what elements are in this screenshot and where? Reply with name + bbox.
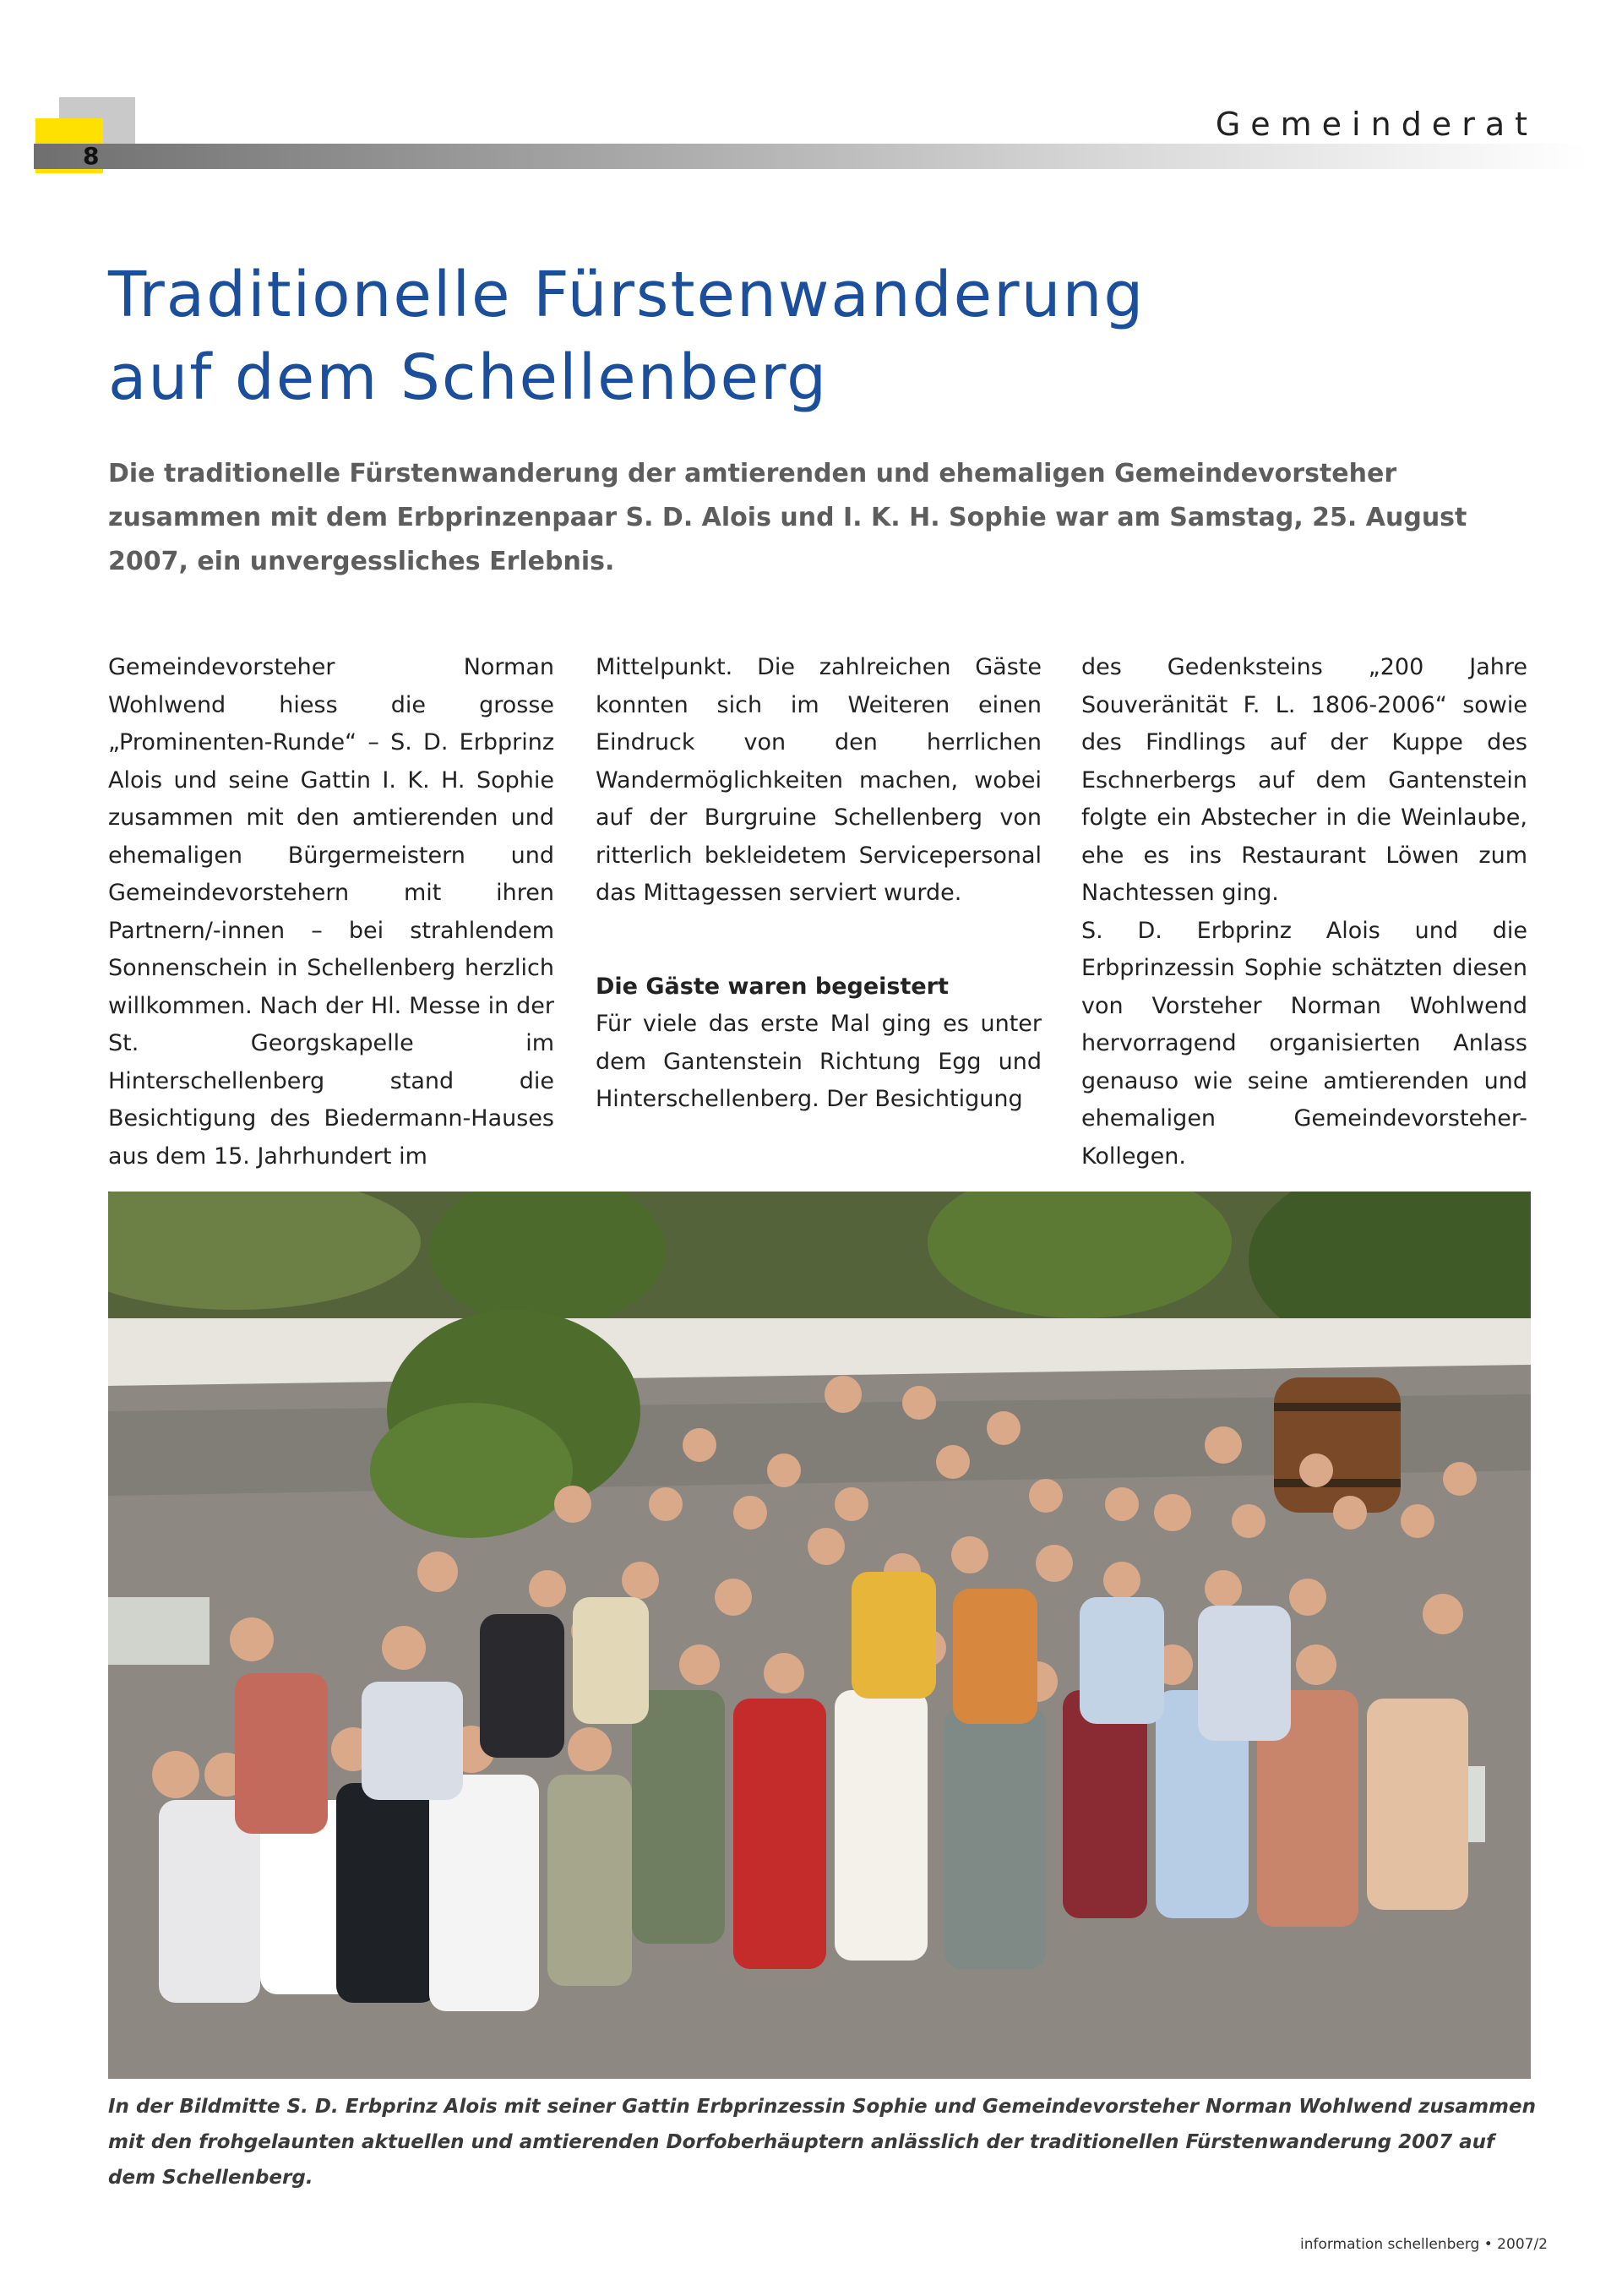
photo-caption: In der Bildmitte S. D. Erbprinz Alois mit seiner Gattin Erbprinzessin Sophie und Gemeindevorsteher Norman Wohlwend zusammen mit den frohgelaunten aktuellen und amtierenden Dorfoberhäuptern anlässlich der traditionellen Fürstenwanderung 2007 auf dem Schellenberg.: [108, 2096, 1536, 2189]
column-2-paragraph-2: Für viele das erste Mal ging es unter dem Gantenstein Richtung Egg und Hinterschellenberg. Der Besichtigung: [596, 1011, 1042, 1112]
page-number: 8: [83, 142, 100, 170]
footer-publication: information schellenberg • 2007/2: [1299, 2236, 1548, 2253]
column-2-paragraph-1: Mittelpunkt. Die zahlreichen Gäste konnten sich im Weiteren einen Eindruck von den herrlichen Wandermöglichkeiten machen, wobei auf der Burgruine Schellenberg von ritterlich bekleidetem Servicepersonal das Mittagessen serviert wurde.: [596, 654, 1042, 906]
section-label: Gemeinderat: [1215, 106, 1538, 143]
column-1-text: Gemeindevorsteher Norman Wohlwend hiess die grosse „Prominenten-Runde“ – S. D. Erbprinz Alois und seine Gattin I. K. H. Sophie zusammen mit den amtierenden und ehemaligen Bürgermeistern und Gemeindevorstehern mit ihren Partnern/-innen – bei strahlendem Sonnenschein in Schellenberg herzlich willkommen. Nach der Hl. Messe in der St. Georgskapelle im Hinterschellenberg stand die Besichtigung des Biedermann-Hauses aus dem 15. Jahrhundert im: [108, 654, 554, 1170]
subheading: Die Gäste waren begeistert: [596, 973, 949, 1000]
column-3-paragraph-1: des Gedenksteins „200 Jahre Souveränität F. L. 1806-2006“ sowie des Findlings auf der Kuppe des Eschnerbergs auf dem Gantenstein folgte ein Abstecher in die Weinlaube, ehe es ins Restaurant Löwen zum Nachtessen ging.: [1081, 654, 1527, 906]
header-gradient-bar: [34, 144, 1588, 169]
column-3-paragraph-2: S. D. Erbprinz Alois und die Erbprinzessin Sophie schätzten diesen von Vorsteher Norman Wohlwend hervorragend organisierten Anlass genauso wie seine amtierenden und ehemaligen Gemeindevorsteher-Kollegen.: [1081, 917, 1527, 1170]
text-column-1: [108, 649, 554, 1175]
text-column-2: [596, 649, 1042, 1119]
article-lead: Die traditionelle Fürstenwanderung der amtierenden und ehemaligen Gemeindevorsteher zusammen mit dem Erbprinzenpaar S. D. Alois und I. K. H. Sophie war am Samstag, 25. August 2007, ein unvergessliches Erlebnis.: [108, 459, 1467, 576]
group-photo: [108, 1192, 1531, 2079]
group-photo-illustration: [108, 1192, 1531, 2079]
title-line-1: Traditionelle Fürstenwanderung: [108, 259, 1146, 331]
article-title: [108, 254, 1375, 419]
title-line-2: auf dem Schellenberg: [108, 341, 829, 414]
text-column-3: [1081, 649, 1527, 1175]
